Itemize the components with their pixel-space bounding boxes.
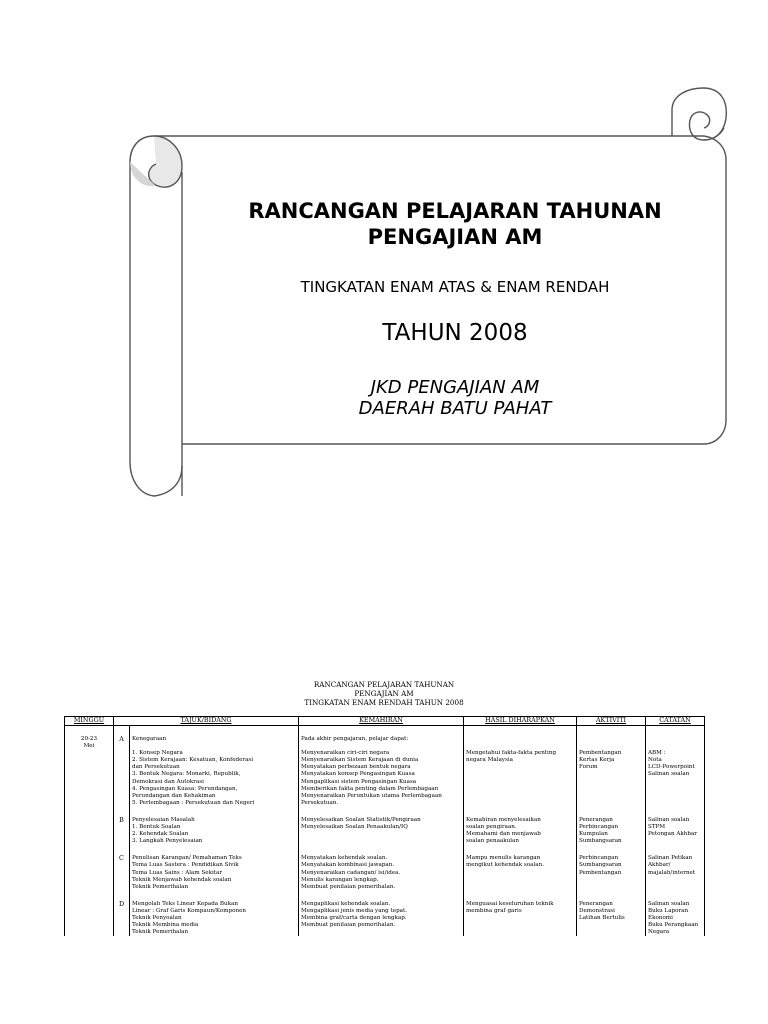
header-hasil: HASIL DIHARAPKAN <box>464 717 577 726</box>
catatan-cell-line: Petongan Akhbar <box>648 831 697 838</box>
kemahiran-cell-line: Menyenaraikan Peruntukan utama Perlembagaan <box>301 792 442 799</box>
kemahiran-cell-line: Mengaplikasi jenis media yang tepat. <box>301 907 408 914</box>
aktiviti-cell-line: Penerangan <box>579 816 613 823</box>
spacer-cell <box>299 807 464 817</box>
doc-heading-line1: RANCANGAN PELAJARAN TAHUNAN <box>313 680 455 689</box>
tajuk-cell-line: 4. Pengasingan Kuasa: Perundangan, <box>132 785 238 792</box>
tajuk-cell <box>130 901 299 936</box>
hasil-cell <box>464 901 577 936</box>
week-cell <box>65 817 114 845</box>
aktiviti-cell <box>577 817 646 845</box>
catatan-cell-line: Nota <box>648 757 662 764</box>
spacer-cell <box>464 807 577 817</box>
hasil-cell-line <box>466 743 574 750</box>
tajuk-cell <box>130 736 299 807</box>
catatan-cell-line: STPM <box>648 824 666 831</box>
section-letter: A <box>114 736 130 807</box>
table-spacer-row <box>65 807 705 817</box>
hasil-cell-line: Memahami dan menjawab <box>466 831 541 838</box>
kemahiran-cell-line: Menyenaraikan Sistem Kerajaan di dunia <box>301 757 419 764</box>
header-minggu: MINGGU <box>65 717 114 726</box>
spacer-cell <box>65 726 114 737</box>
tajuk-cell-line: Teknik Penyoalan <box>132 914 182 921</box>
tajuk-cell <box>130 817 299 845</box>
kemahiran-cell-line: Mengaplikasi sistem Pengasingan Kuasa <box>301 778 417 785</box>
doc-heading-line3: TINGKATAN ENAM RENDAH TAHUN 2008 <box>304 698 464 707</box>
kemahiran-cell-line: Menyelesaikan Soalan Statistik/Pengiraan <box>301 816 421 823</box>
aktiviti-cell-line: Sumbangsaran <box>579 838 622 845</box>
aktiviti-cell-line <box>579 736 643 743</box>
tajuk-cell-line: Linear : Graf Garis Kompaun/Komponen <box>132 907 246 914</box>
doc-heading <box>0 680 768 707</box>
spacer-cell <box>646 807 705 817</box>
tajuk-cell-line: Perundangan dan Kehakiman <box>132 792 216 799</box>
week-cell <box>65 855 114 890</box>
tajuk-cell-line: 5. Perlembagaan : Persekutuan dan Negeri <box>132 799 255 806</box>
catatan-cell-line: Akhbar/ <box>648 862 671 869</box>
aktiviti-cell <box>577 855 646 890</box>
spacer-cell <box>577 726 646 737</box>
spacer-cell <box>299 845 464 855</box>
tajuk-cell-line <box>132 743 296 750</box>
spacer-cell <box>464 845 577 855</box>
aktiviti-cell-line: Demonstrasi <box>579 907 615 914</box>
tajuk-cell-line: Teknik Membina media <box>132 922 199 929</box>
table-spacer-row <box>65 726 705 737</box>
aktiviti-cell-line: Perbincangan <box>579 855 619 862</box>
cover-title <box>182 198 728 250</box>
spacer-cell <box>65 807 114 817</box>
catatan-cell-line: Ekonomi <box>648 914 673 921</box>
section-letter: D <box>114 901 130 936</box>
cover-org <box>182 377 728 419</box>
tajuk-cell-line: 3. Bentuk Negara: Monarki, Republik, <box>132 771 241 778</box>
doc-heading-line2: PENGAJIAN AM <box>354 689 414 698</box>
scroll-left-roll <box>130 136 182 496</box>
kemahiran-cell-line: Mengaplikasi kehendak soalan. <box>301 900 391 907</box>
cover-levels: TINGKATAN ENAM ATAS & ENAM RENDAH <box>300 278 610 296</box>
table-row <box>65 855 705 890</box>
hasil-cell-line: Menguasai keseluruhan teknik <box>466 900 554 907</box>
aktiviti-cell-line <box>579 743 643 750</box>
aktiviti-cell-line: Kumpulan <box>579 831 608 838</box>
aktiviti-cell-line: Penerangan <box>579 900 613 907</box>
spacer-cell <box>646 726 705 737</box>
catatan-cell-line: Salinan Petikan <box>648 855 693 862</box>
header-aktiviti: AKTIVITI <box>577 717 646 726</box>
spacer-cell <box>464 726 577 737</box>
scroll-top-curl <box>672 88 726 140</box>
spacer-cell <box>65 845 114 855</box>
hasil-cell-line: mengikut kehendak soalan. <box>466 862 544 869</box>
hasil-cell-line: negara Malaysia <box>466 757 513 764</box>
aktiviti-cell-line: Pembentangan <box>579 750 622 757</box>
header-tajuk: TAJUK/BIDANG <box>114 717 299 726</box>
catatan-cell-line: Salinan soalan <box>648 816 690 823</box>
kemahiran-cell-line <box>301 743 461 750</box>
tajuk-cell-line: Teknik Pemerihalan <box>132 929 189 936</box>
kemahiran-cell-line: Membina graf/carta dengan lengkap. <box>301 914 407 921</box>
catatan-cell <box>646 901 705 936</box>
cover-title-line2: PENGAJIAN AM <box>367 225 543 249</box>
tajuk-cell-line: Tema Luas Sains : Alam Sekitar <box>132 869 223 876</box>
kemahiran-cell <box>299 817 464 845</box>
kemahiran-cell <box>299 855 464 890</box>
hasil-cell-line: Mampu menulis karangan <box>466 855 541 862</box>
hasil-cell <box>464 817 577 845</box>
week-cell-line: 20-23 <box>80 736 98 742</box>
kemahiran-cell-line: Menyatakan kombinasi jawapan. <box>301 862 395 869</box>
catatan-cell-line <box>648 736 702 743</box>
kemahiran-cell-line: Menyenaraikan ciri-ciri negara <box>301 750 390 757</box>
tajuk-cell <box>130 855 299 890</box>
hasil-cell <box>464 736 577 807</box>
week-cell-line: Mei <box>83 743 95 750</box>
lesson-plan-table <box>64 716 705 936</box>
aktiviti-cell <box>577 736 646 807</box>
catatan-cell-line: LCD-Powerpoint <box>648 764 695 771</box>
hasil-cell <box>464 855 577 890</box>
kemahiran-cell-line: Menyatakan kehendak soalan. <box>301 855 388 862</box>
catatan-cell-line: Buku Perangkaan <box>648 922 699 929</box>
aktiviti-cell <box>577 901 646 936</box>
tajuk-cell-line: 2. Kehendak Soalan <box>132 831 189 838</box>
aktiviti-cell-line: Pembentangan <box>579 869 622 876</box>
week-cell <box>65 901 114 936</box>
spacer-cell <box>130 807 299 817</box>
catatan-cell-line: Negara <box>648 929 670 936</box>
kemahiran-cell-line: Pada akhir pengajaran, pelajar dapat: <box>301 736 409 742</box>
scroll-left-curl <box>149 136 182 187</box>
kemahiran-cell-line: Membuat penilaian pemerihalan. <box>301 883 396 890</box>
catatan-cell <box>646 855 705 890</box>
spacer-cell <box>577 845 646 855</box>
kemahiran-cell-line: Memberikan fakta penting dalam Perlembagaan <box>301 785 439 792</box>
tajuk-cell-line: Teknik Menjawab kehendak soalan <box>132 876 232 883</box>
spacer-cell <box>299 891 464 901</box>
table-row <box>65 817 705 845</box>
catatan-cell-line <box>648 743 702 750</box>
tajuk-cell-line: Teknik Pemerihalan <box>132 883 189 890</box>
catatan-cell-line: majalah/internet <box>648 869 696 876</box>
spacer-cell <box>577 891 646 901</box>
spacer-cell <box>130 726 299 737</box>
tajuk-cell-line: 1. Bentuk Soalan <box>132 824 181 831</box>
table-row <box>65 736 705 807</box>
aktiviti-cell-line: Sumbangsaran <box>579 862 622 869</box>
tajuk-cell-line: dan Persekutuan <box>132 764 180 771</box>
hasil-cell-line: Kemahiran menyelesaikan <box>466 816 541 823</box>
catatan-cell-line: Salinan soalan <box>648 900 690 907</box>
cover-title-line1: RANCANGAN PELAJARAN TAHUNAN <box>248 199 662 223</box>
kemahiran-cell-line: Menyelesaikan Soalan Penaakulan/IQ <box>301 824 408 831</box>
kemahiran-cell <box>299 736 464 807</box>
table-spacer-row <box>65 845 705 855</box>
spacer-cell <box>464 891 577 901</box>
tajuk-cell-line: Kenegaraan <box>132 736 167 742</box>
tajuk-cell-line: Tema Luas Sastera : Pendidikan Sivik <box>132 862 239 869</box>
spacer-cell <box>65 891 114 901</box>
aktiviti-cell-line: Perbincangan <box>579 824 619 831</box>
spacer-cell <box>646 845 705 855</box>
catatan-cell-line: Buku Laporan <box>648 907 689 914</box>
header-catatan: CATATAN <box>646 717 705 726</box>
spacer-cell <box>577 807 646 817</box>
hasil-cell-line <box>466 736 574 743</box>
aktiviti-cell-line: Forum <box>579 764 598 771</box>
cover-org-line1: JKD PENGAJIAN AM <box>370 377 540 398</box>
aktiviti-cell-line: Kertas Kerja <box>579 757 615 764</box>
tajuk-cell-line: Mengolah Teks Linear Kepada Bukan <box>132 900 238 907</box>
spacer-cell <box>130 845 299 855</box>
table-row <box>65 901 705 936</box>
kemahiran-cell-line: Menyenaraikan cadangan/ isi/idea. <box>301 869 401 876</box>
hasil-cell-line: soalan penaakulan <box>466 838 519 845</box>
cover-org-line2: DAERAH BATU PAHAT <box>358 398 552 419</box>
kemahiran-cell-line: Menyatakan konsep Pengasingan Kuasa <box>301 771 415 778</box>
kemahiran-cell-line: Menulis karangan lengkap. <box>301 876 379 883</box>
tajuk-cell-line: 1. Konsep Negara <box>132 750 183 757</box>
catatan-cell <box>646 736 705 807</box>
header-kemahiran: KEMAHIRAN <box>299 717 464 726</box>
spacer-cell <box>299 726 464 737</box>
table-spacer-row <box>65 891 705 901</box>
tajuk-cell-line: 3. Langkah Penyelesaian <box>132 838 203 845</box>
kemahiran-cell <box>299 901 464 936</box>
kemahiran-cell-line: Menyatakan perbezaan bentuk negara <box>301 764 411 771</box>
spacer-cell <box>646 891 705 901</box>
kemahiran-cell-line: Persekutuan. <box>301 799 339 806</box>
spacer-cell <box>130 891 299 901</box>
section-letter: B <box>114 817 130 845</box>
hasil-cell-line: Mengetahui fakta-fakta penting <box>466 750 557 757</box>
hasil-cell-line: soalan pengiraan. <box>466 824 517 831</box>
catatan-cell <box>646 817 705 845</box>
hasil-cell-line: membina graf garis <box>466 907 522 914</box>
tajuk-cell-line: Penyelesaian Masalah <box>132 816 195 823</box>
aktiviti-cell-line: Latihan Bertulis <box>579 914 625 921</box>
tajuk-cell-line: 2. Sistem Kerajaan: Kesatuan, Konfederasi <box>132 757 254 764</box>
kemahiran-cell-line: Membuat penilaian pemerihalan. <box>301 922 396 929</box>
week-cell <box>65 736 114 807</box>
tajuk-cell-line: Demokrasi dan Autokrasi <box>132 778 204 785</box>
tajuk-cell-line: Penulisan Karangan/ Pemahaman Teks <box>132 855 242 862</box>
catatan-cell-line: Salinan soalan <box>648 771 690 778</box>
section-letter: C <box>114 855 130 890</box>
cover-year: TAHUN 2008 <box>382 320 528 346</box>
catatan-cell-line: ABM : <box>648 750 666 757</box>
table-header-row <box>65 717 705 726</box>
table-body <box>65 726 705 937</box>
